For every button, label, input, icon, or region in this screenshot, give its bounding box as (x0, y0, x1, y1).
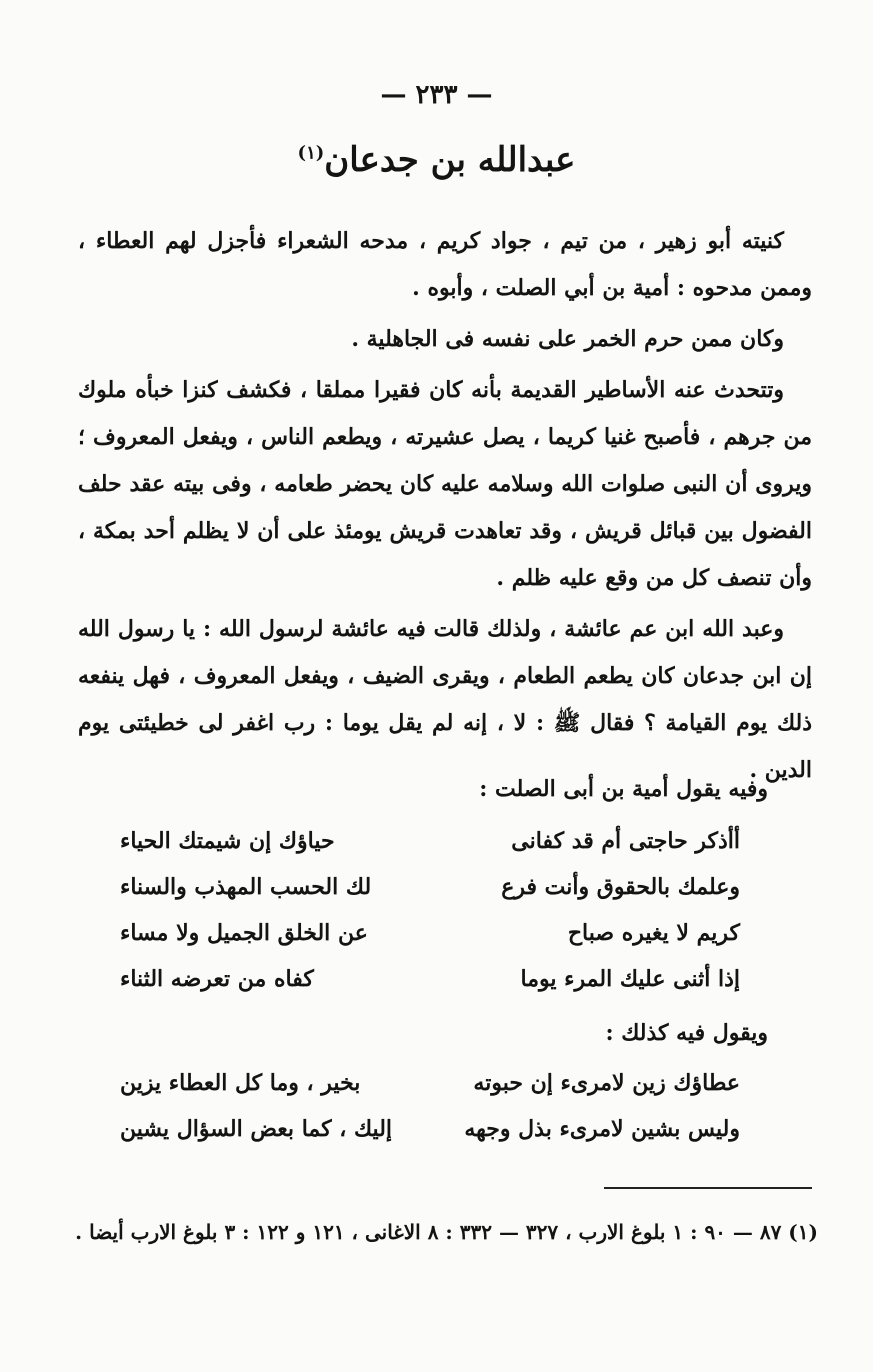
verse-first-hemistich: وليس بشين لامرىء بذل وجهه (464, 1116, 740, 1142)
footnote-marker: (١) (297, 142, 325, 164)
paragraph-1: كنيته أبو زهير ، من تيم ، جواد كريم ، مدحه الشعراء فأجزل لهم العطاء ، وممن مدحوه : أمية بن أبي الصلت ، وأبوه . (78, 228, 812, 301)
verse-line (120, 1060, 740, 1106)
verse-first-hemistich: إذا أثنى عليك المرء يوما (520, 966, 740, 992)
footnote-divider (604, 1187, 812, 1189)
verse-second-hemistich: حياؤك إن شيمتك الحياء (120, 828, 335, 854)
verse-first-hemistich: كريم لا يغيره صباح (567, 920, 740, 946)
verse-line (120, 818, 740, 864)
paragraph-3: وتتحدث عنه الأساطير القديمة بأنه كان فقيرا مملقا ، فكشف كنزا خبأه ملوك من جرهم ، فأصبح غنيا كريما ، يصل عشيرته ، ويطعم الناس ، ويفعل المعروف ؛ ويروى أن النبى صلوات الله وسلامه عليه كان يحضر طعامه ، وفى بيته عقد حلف الفضول بين قبائل قريش ، وقد تعاهدت قريش يومئذ على أن لا يظلم أحد بمكة ، وأن تنصف كل من وقع عليه ظلم . (78, 377, 812, 591)
body-text (78, 218, 812, 798)
verse-line (120, 956, 740, 1002)
verse-line (120, 864, 740, 910)
chapter-title-text: عبدالله بن جدعان (324, 140, 576, 180)
chapter-title (0, 140, 873, 180)
verse-first-hemistich: عطاؤك زين لامرىء إن حبوته (473, 1070, 740, 1096)
verse-second-hemistich: بخير ، وما كل العطاء يزين (120, 1070, 361, 1096)
page-number: — ٢٣٣ — (380, 80, 493, 110)
verse-second-hemistich: عن الخلق الجميل ولا مساء (120, 920, 368, 946)
paragraph-2: وكان ممن حرم الخمر على نفسه فى الجاهلية . (351, 326, 784, 352)
verse-second-hemistich: إليك ، كما بعض السؤال يشين (120, 1116, 393, 1142)
poem-1 (120, 818, 740, 1002)
footnote: (١) ٨٧ — ٩٠ : ١ بلوغ الارب ، ٣٢٧ — ٣٣٢ : ٨ الاغانى ، ١٢١ و ١٢٢ : ٣ بلوغ الارب أيضا . (75, 1220, 818, 1244)
verse-line (120, 910, 740, 956)
poem-2 (120, 1060, 740, 1152)
verse-second-hemistich: لك الحسب المهذب والسناء (120, 874, 372, 900)
verse-second-hemistich: كفاه من تعرضه الثناء (120, 966, 314, 992)
verse-first-hemistich: أأذكر حاجتى أم قد كفانى (511, 828, 740, 854)
verse-first-hemistich: وعلمك بالحقوق وأنت فرع (501, 874, 740, 900)
poem1-intro: وفيه يقول أمية بن أبى الصلت : (479, 776, 768, 802)
verse-line (120, 1106, 740, 1152)
paragraph-4: وعبد الله ابن عم عائشة ، ولذلك قالت فيه عائشة لرسول الله : يا رسول الله إن ابن جدعان كان يطعم الطعام ، ويقرى الضيف ، ويفعل المعروف ، فهل ينفعه ذلك يوم القيامة ؟ فقال ﷺ : لا ، إنه لم يقل يوما : رب اغفر لى خطيئتى يوم الدين . (78, 616, 812, 783)
poem2-intro: ويقول فيه كذلك : (605, 1020, 768, 1046)
